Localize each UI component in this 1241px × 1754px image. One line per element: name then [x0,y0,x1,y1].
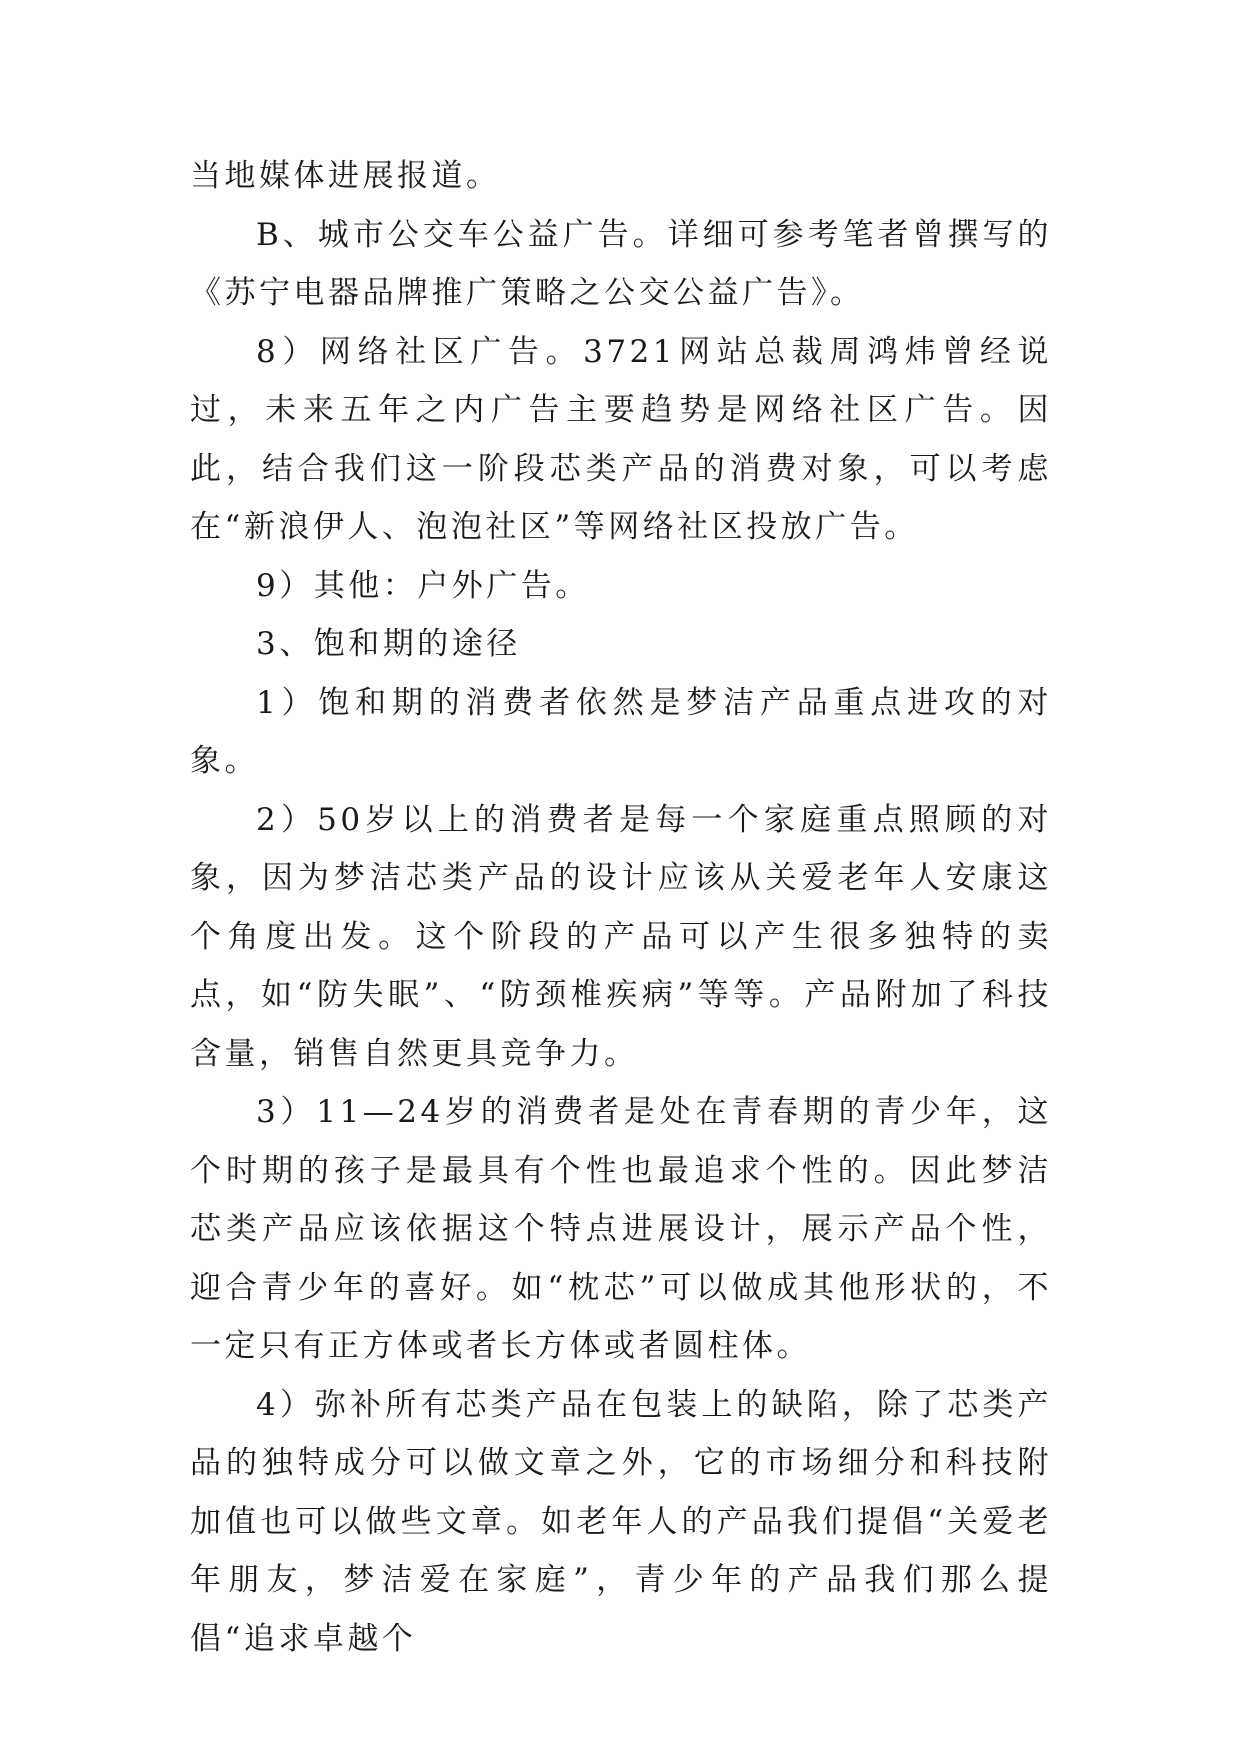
paragraph-7: 2）50岁以上的消费者是每一个家庭重点照顾的对象，因为梦洁芯类产品的设计应该从关爱老年人安康这个角度出发。这个阶段的产品可以产生很多独特的卖点，如“防失眠”、“防颈椎疾病”等等。产品附加了科技含量，销售自然更具竞争力。 [190,801,1052,1072]
paragraph-4: 9）其他：户外广告。 [256,567,590,604]
paragraph-9: 4）弥补所有芯类产品在包装上的缺陷，除了芯类产品的独特成分可以做文章之外，它的市场细分和科技附加值也可以做些文章。如老年人的产品我们提倡“关爱老年朋友，梦洁爱在家庭”，青少年的产品我们那么提倡“追求卓越个 [190,1386,1052,1657]
paragraph-8: 3）11—24岁的消费者是处在青春期的青少年，这个时期的孩子是最具有个性也最追求个性的。因此梦洁芯类产品应该依据这个特点进展设计，展示产品个性，迎合青少年的喜好。如“枕芯”可以做成其他形状的，不一定只有正方体或者长方体或者圆柱体。 [190,1094,1052,1364]
document-body [190,147,1052,1668]
section-heading-saturation-period: 3、饱和期的途径 [256,626,521,662]
paragraph-6: 1）饱和期的消费者依然是梦洁产品重点进攻的对象。 [190,684,1052,779]
paragraph-3: 8）网络社区广告。3721网站总裁周鸿炜曾经说过，未来五年之内广告主要趋势是网络社区广告。因此，结合我们这一阶段芯类产品的消费对象，可以考虑在“新浪伊人、泡泡社区”等网络社区投放广告。 [190,333,1052,545]
paragraph-2: B、城市公交车公益广告。详细可参考笔者曾撰写的《苏宁电器品牌推广策略之公交公益广告》。 [190,216,1052,311]
paragraph-1: 当地媒体进展报道。 [190,158,501,194]
